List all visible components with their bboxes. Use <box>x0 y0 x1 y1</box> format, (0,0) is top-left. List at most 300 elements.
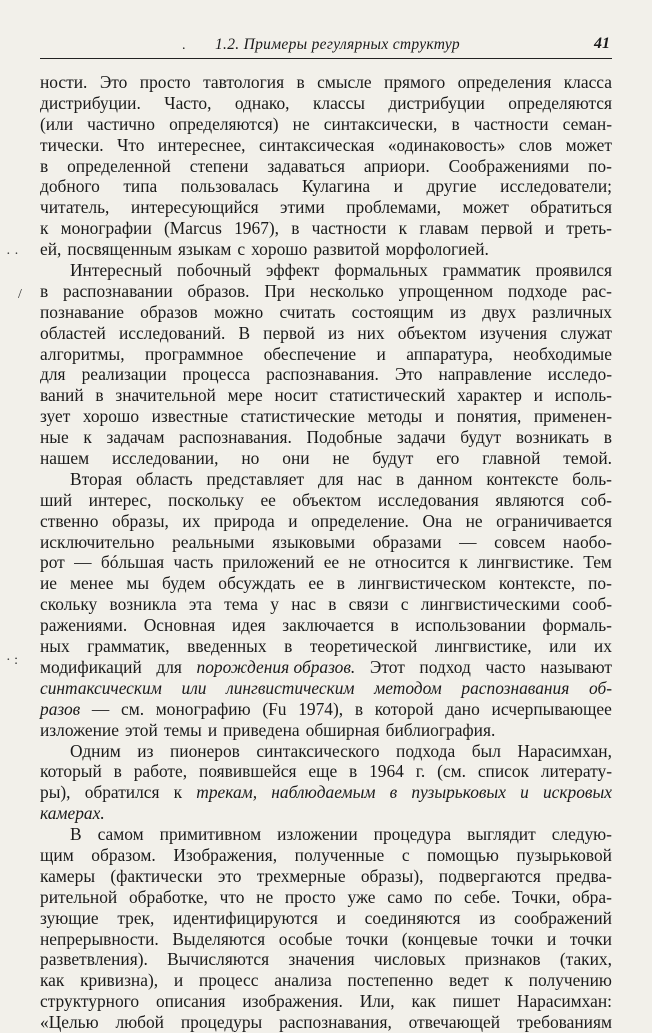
section-title: 1.2. Примеры регулярных структур <box>215 36 460 53</box>
word: Что <box>117 134 145 155</box>
word: обратиться <box>530 197 612 218</box>
text-line <box>40 239 612 260</box>
text-line <box>40 323 612 344</box>
word: с <box>401 844 410 865</box>
word: у <box>270 594 279 615</box>
word: методом <box>374 677 442 698</box>
word: ший <box>40 489 73 510</box>
word: интереснее, <box>157 134 246 155</box>
word: состоящим <box>351 301 434 322</box>
word: Нарасимхан, <box>517 740 612 761</box>
word: из <box>479 907 496 928</box>
word: литерату- <box>540 761 612 782</box>
word: Это <box>99 72 128 92</box>
text-line <box>40 949 612 970</box>
text-line <box>40 260 612 281</box>
word: дано <box>445 698 480 719</box>
header-dot: . <box>182 38 186 53</box>
word: рительной <box>40 886 118 907</box>
word: по- <box>588 573 612 594</box>
word: для <box>156 656 182 677</box>
word: алгоритмы, <box>40 343 125 364</box>
word: 1967), <box>234 218 280 239</box>
word: точки <box>491 928 534 949</box>
word: камеры <box>40 865 96 886</box>
word: определения <box>457 72 552 92</box>
word: будут <box>460 427 502 448</box>
word: формаль- <box>542 615 612 636</box>
word: возникла <box>109 594 177 615</box>
word: в <box>336 573 345 594</box>
word: само <box>387 886 423 907</box>
text-line <box>40 176 612 197</box>
word: относится <box>374 552 450 573</box>
word: тавтология <box>203 72 285 92</box>
word: служат <box>560 322 612 343</box>
word: обра- <box>572 886 612 907</box>
word: по <box>434 886 453 907</box>
word: грамматик <box>442 260 521 281</box>
word: определяются <box>508 92 612 113</box>
word: определение. <box>311 510 409 531</box>
text-line <box>40 281 612 302</box>
word: ведет <box>448 970 489 991</box>
text-line <box>40 678 612 699</box>
word: ей, <box>40 239 62 260</box>
word: область <box>135 468 193 489</box>
word: помощью <box>427 844 499 865</box>
word: см. <box>121 698 145 719</box>
word: и <box>288 510 298 531</box>
word: их <box>182 510 201 531</box>
word: это <box>217 865 242 886</box>
word: формальных <box>334 260 428 281</box>
word: к <box>83 427 92 448</box>
word: исследо- <box>547 364 612 385</box>
word: из <box>449 301 467 322</box>
word: ражениями. <box>40 615 128 636</box>
word: наблюдаемым <box>271 782 376 803</box>
word: ные <box>40 427 69 448</box>
text-line <box>40 845 612 866</box>
word: камерах. <box>40 803 105 824</box>
word: щим <box>40 844 74 865</box>
word: тема <box>224 594 259 615</box>
word: Часто, <box>164 92 212 113</box>
word: и <box>376 343 386 364</box>
word: исследования <box>377 489 479 510</box>
word: программное <box>144 343 244 364</box>
word: класса <box>563 72 612 92</box>
word: языкам <box>177 239 232 260</box>
word: в <box>451 113 460 134</box>
word: определенной <box>67 155 171 176</box>
word: Кулагина <box>302 176 371 197</box>
word: нас <box>357 468 383 489</box>
margin-mark: · : <box>6 653 19 668</box>
word: приложений <box>222 552 315 573</box>
word: будем <box>161 573 206 594</box>
word: не <box>256 886 274 907</box>
word: темы <box>163 719 202 740</box>
word: обеспечение <box>263 343 357 364</box>
word: возникать <box>515 427 590 448</box>
word: синтаксическая <box>258 134 375 155</box>
word: полученные <box>294 844 385 865</box>
word: частности <box>473 113 549 134</box>
word: совсем <box>494 531 546 552</box>
word: природа <box>213 510 275 531</box>
word: или <box>181 677 207 698</box>
word: просто <box>139 72 191 92</box>
word: исчерпывающее <box>491 698 612 719</box>
word: В <box>238 322 251 343</box>
word: рот <box>40 552 65 573</box>
word: можно <box>213 301 264 322</box>
word: данном <box>418 468 473 489</box>
word: лингвистике. <box>477 552 574 573</box>
word: подвергаются <box>438 865 541 886</box>
word: познавание <box>40 301 124 322</box>
word: анализа <box>274 970 332 991</box>
word: лингвистическим <box>226 677 355 698</box>
word: Соображениями <box>448 155 570 176</box>
word: другие <box>426 176 477 197</box>
word: исполь- <box>554 385 612 406</box>
word: интерес, <box>88 489 152 510</box>
text-line <box>40 364 612 385</box>
word: трехмерные <box>256 865 346 886</box>
word: Точки, <box>512 886 561 907</box>
word: двух <box>482 301 517 322</box>
word: Выделяются <box>172 928 266 949</box>
word: этими <box>280 197 325 218</box>
word: требованиям <box>516 1012 612 1033</box>
word: кривизна), <box>80 970 159 991</box>
text-line <box>40 218 612 239</box>
word: При <box>264 280 295 301</box>
word: задачам <box>106 427 165 448</box>
word: г. <box>415 761 426 782</box>
word: числовых <box>373 949 446 970</box>
word: в <box>284 636 293 657</box>
word: для <box>40 364 66 385</box>
word: распознавания. <box>179 427 292 448</box>
word: пузырьковых <box>411 782 506 803</box>
word: семан- <box>562 113 612 134</box>
word: ры), <box>40 782 71 803</box>
word: не <box>348 552 366 573</box>
word: Интересный <box>70 260 163 281</box>
word: и <box>173 970 184 991</box>
word: точки <box>569 928 612 949</box>
word: в <box>40 280 49 301</box>
text-line <box>40 803 612 824</box>
word: отвечающей <box>408 1012 501 1033</box>
page-number: 41 <box>594 35 610 52</box>
word: идея <box>231 615 266 636</box>
word: языковыми <box>272 531 356 552</box>
word: как <box>411 991 436 1012</box>
word: Или, <box>359 991 395 1012</box>
word: смысле <box>317 72 372 92</box>
word: образов <box>140 301 198 322</box>
word: из <box>137 740 154 761</box>
text-line <box>40 469 612 490</box>
word: реализации <box>81 364 167 385</box>
word: пишет <box>452 991 501 1012</box>
word: добного <box>40 176 100 197</box>
text-line <box>40 427 612 448</box>
word: обсуждать <box>218 573 296 594</box>
word: Вычисляются <box>167 949 270 970</box>
word: Она <box>422 510 453 531</box>
word: их <box>593 636 612 657</box>
word: однако, <box>234 92 290 113</box>
word: трек, <box>117 907 155 928</box>
text-line <box>40 782 612 803</box>
word: для <box>317 468 344 489</box>
text-line <box>40 887 612 908</box>
word: и <box>547 928 557 949</box>
text-line <box>40 302 612 323</box>
word: процедура <box>373 824 452 845</box>
text-line <box>40 699 612 720</box>
text-line <box>40 114 612 135</box>
word: процесса <box>182 364 251 385</box>
word: синтаксического <box>256 740 380 761</box>
word: обработке, <box>128 886 208 907</box>
word: заключается <box>282 615 374 636</box>
text-line <box>40 72 612 93</box>
word: аппаратура, <box>406 343 493 364</box>
word: признаков <box>464 949 541 970</box>
word: степени <box>189 155 249 176</box>
word: этой <box>124 719 158 740</box>
word: точки <box>346 928 389 949</box>
word: особые <box>278 928 333 949</box>
word: идентифицируются <box>173 907 318 928</box>
word: известные <box>151 406 229 427</box>
word: который <box>40 761 102 782</box>
word: первой <box>263 322 315 343</box>
word: из <box>328 322 345 343</box>
word: понятия, <box>456 406 522 427</box>
word: введенных <box>187 636 267 657</box>
word: или <box>549 636 577 657</box>
word: Это <box>394 364 423 385</box>
word: с <box>400 594 409 615</box>
word: прямого <box>384 72 446 92</box>
word: порождения образов. <box>196 656 356 677</box>
word: — <box>91 698 110 719</box>
word: областей <box>40 322 106 343</box>
word: В <box>70 824 82 845</box>
word: представляет <box>206 468 305 489</box>
word: мы <box>126 573 150 594</box>
word: непрерывности. <box>40 928 159 949</box>
word: в <box>389 782 398 803</box>
word: (таких, <box>559 949 612 970</box>
text-line <box>40 615 612 636</box>
word: применен- <box>533 406 612 427</box>
word: в <box>354 698 364 719</box>
word: обширная <box>305 719 380 740</box>
word: 1964 <box>369 761 404 782</box>
word: и <box>544 218 555 239</box>
word: что <box>219 886 245 907</box>
text-line <box>40 385 612 406</box>
word: дистрибуции <box>388 92 485 113</box>
word: об- <box>588 677 612 698</box>
word: в <box>349 761 358 782</box>
word: темой. <box>563 448 612 469</box>
text-line <box>40 93 612 114</box>
word: статистический <box>329 385 446 406</box>
text-line <box>40 636 612 657</box>
word: (см. <box>437 761 466 782</box>
word: в <box>390 615 399 636</box>
word: лингвистическом <box>357 573 486 594</box>
body-text <box>40 72 612 1033</box>
word: исследователи; <box>500 176 612 197</box>
word: несколько <box>309 280 384 301</box>
word: процедуры <box>180 1012 263 1033</box>
word: развитой <box>313 239 380 260</box>
word: образы, <box>112 510 169 531</box>
word: работе, <box>133 761 188 782</box>
word: модификаций <box>40 656 142 677</box>
word: (концевые <box>401 928 478 949</box>
word: постепенно <box>347 970 434 991</box>
word: подходе <box>507 280 568 301</box>
text-line <box>40 344 612 365</box>
word: методы <box>367 406 423 427</box>
word: к <box>459 552 468 573</box>
word: может <box>462 197 509 218</box>
word: Одним <box>70 740 121 761</box>
word: пузырьковой <box>516 844 612 865</box>
word: исключительно <box>40 531 155 552</box>
word: являются <box>495 489 565 510</box>
word: распознавания <box>461 677 570 698</box>
word: мере <box>227 385 263 406</box>
word: носит <box>274 385 318 406</box>
word: реальными <box>172 531 255 552</box>
word: теоретической <box>309 636 418 657</box>
text-line <box>40 490 612 511</box>
word: искровых <box>542 782 612 803</box>
word: — <box>74 552 92 573</box>
word: типа <box>123 176 158 197</box>
word: получению <box>528 970 612 991</box>
word: Этот <box>369 656 405 677</box>
word: эффект <box>266 260 320 281</box>
word: себе. <box>463 886 501 907</box>
word: ности. <box>40 72 88 92</box>
word: в <box>395 468 405 489</box>
word: исследований. <box>118 322 226 343</box>
text-line <box>40 532 612 553</box>
word: процесс <box>198 970 259 991</box>
margin-mark: · · <box>6 247 19 262</box>
word: проблемами, <box>346 197 441 218</box>
word: образом. <box>91 844 156 865</box>
text-line <box>40 511 612 532</box>
text-line <box>40 824 612 845</box>
word: побочный <box>176 260 252 281</box>
word: образы), <box>360 865 424 886</box>
word: Основная <box>143 615 216 636</box>
running-header <box>40 34 612 59</box>
word: эта <box>188 594 212 615</box>
word: соединяются <box>364 907 461 928</box>
word: главной <box>482 448 541 469</box>
word: соб- <box>580 489 612 510</box>
word: (или <box>40 113 74 134</box>
word: Вторая <box>70 468 123 489</box>
word: ваний <box>40 385 84 406</box>
word: необходимые <box>513 343 612 364</box>
word: Изображения, <box>173 844 278 865</box>
word: упрощенном <box>398 280 494 301</box>
word: изучения <box>479 322 548 343</box>
word: (Fu <box>262 698 287 719</box>
word: в <box>603 427 612 448</box>
word: зует <box>40 406 71 427</box>
word: его <box>436 448 460 469</box>
word: ее <box>308 573 324 594</box>
word: связи <box>348 594 389 615</box>
text-line <box>40 929 612 950</box>
word: к <box>504 970 513 991</box>
text-line <box>40 135 612 156</box>
word: «Целью <box>40 1012 99 1033</box>
word: различных <box>532 301 612 322</box>
word: самом <box>97 824 144 845</box>
word: зующие <box>40 907 99 928</box>
word: образов. <box>187 280 250 301</box>
word: грамматик, <box>87 636 170 657</box>
word: примитивном <box>159 824 262 845</box>
word: интересующийся <box>130 197 259 218</box>
word: исследовании, <box>112 448 219 469</box>
text-line <box>40 406 612 427</box>
word: приведена <box>223 719 300 740</box>
word: ственно <box>40 510 99 531</box>
word: в <box>113 761 122 782</box>
word: предва- <box>556 865 612 886</box>
word: изложение <box>40 719 119 740</box>
word: они <box>282 448 310 469</box>
word: Тем <box>583 552 612 573</box>
word: треть- <box>566 218 612 239</box>
word: контексте, <box>498 573 576 594</box>
word: посвященным <box>67 239 172 260</box>
word: по- <box>588 155 612 176</box>
word: (Marcus <box>163 218 222 239</box>
word: выглядит <box>467 824 536 845</box>
word: нашем <box>40 448 90 469</box>
word: монографии <box>60 218 152 239</box>
text-line <box>40 197 612 218</box>
text-line <box>40 761 612 782</box>
word: синтаксическим <box>40 677 162 698</box>
word: частности <box>311 218 387 239</box>
word: и <box>434 406 445 427</box>
word: и <box>336 907 346 928</box>
word: бóльшая <box>100 552 165 573</box>
